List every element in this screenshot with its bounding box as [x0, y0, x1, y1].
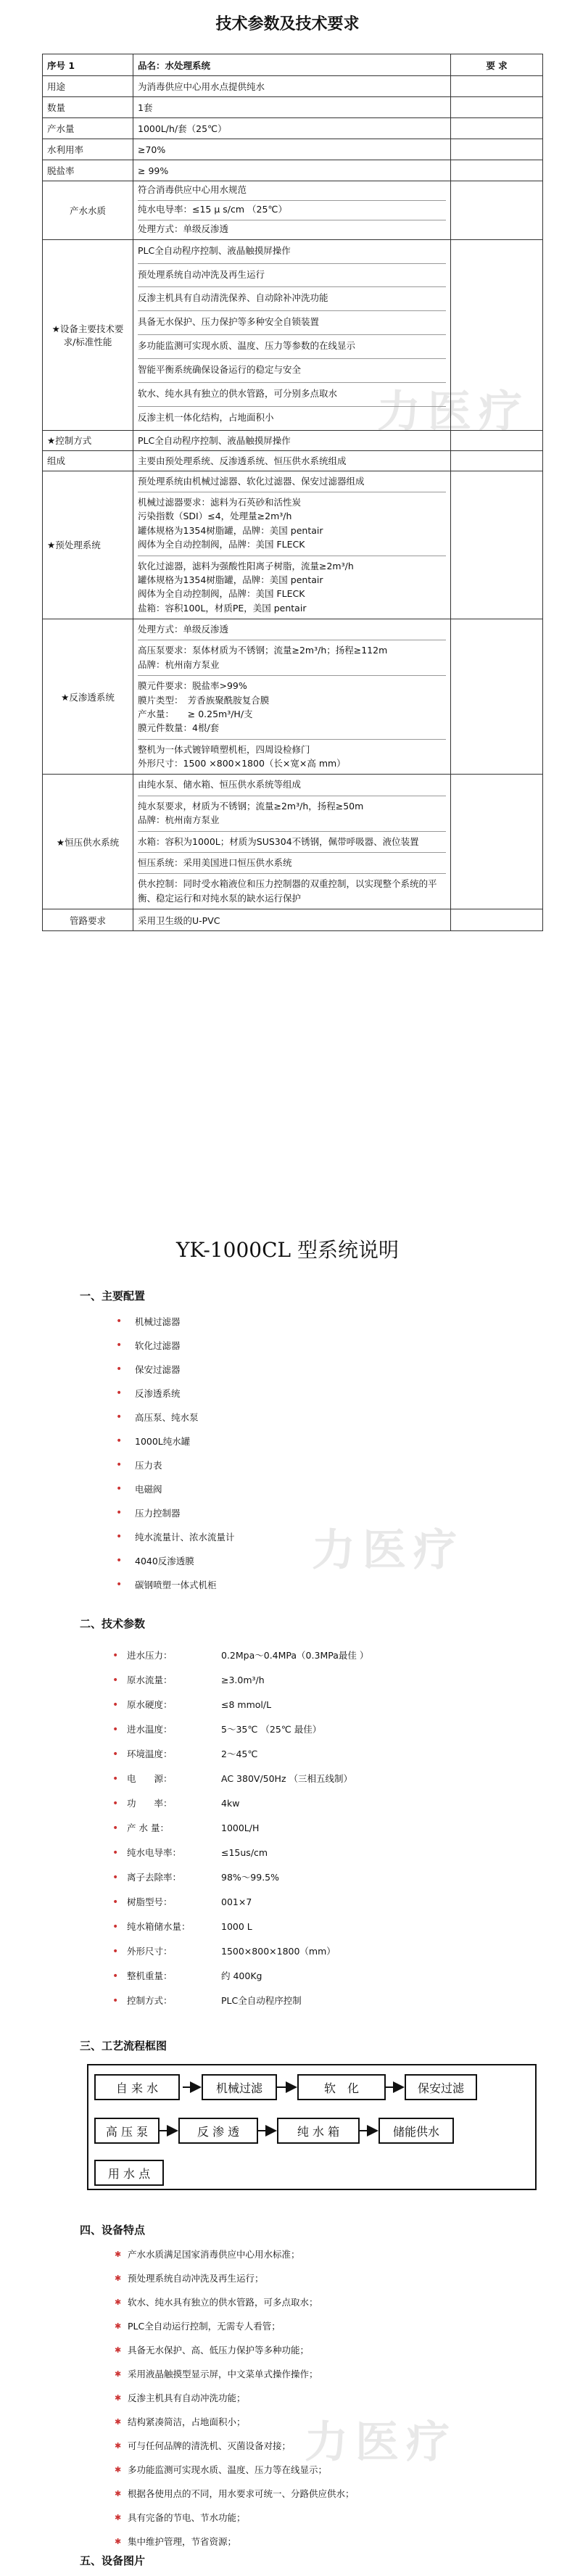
bullet-icon: ✱	[115, 2393, 122, 2403]
bullet-icon: •	[112, 1724, 119, 1735]
param-row: • 进水温度： 5～35℃ （25℃ 最佳）	[127, 1719, 321, 1741]
bullet-icon: •	[116, 1387, 123, 1399]
list-item: • 高压泵、纯水泵	[116, 1405, 235, 1429]
flow-box-ro: 反 渗 透	[178, 2118, 258, 2144]
list-item: • 纯水流量计、浓水流量计	[116, 1525, 235, 1549]
quality-line: 处理方式：单级反渗透	[138, 223, 229, 234]
table-header-row	[43, 54, 543, 76]
row-label: ★反渗透系统	[43, 619, 133, 775]
bullet-icon: ✱	[115, 2298, 122, 2307]
bullet-icon: •	[112, 1847, 119, 1859]
table-row	[43, 76, 543, 97]
list-item: • 压力表	[116, 1453, 235, 1477]
param-row: • 树脂型号： 001×7	[127, 1891, 252, 1913]
bullet-icon: •	[112, 1699, 119, 1711]
main-line: 反渗主机具有自动清洗保养、自动除补冲洗功能	[138, 287, 446, 311]
cp-block: 恒压系统：采用美国进口恒压供水系统	[138, 853, 446, 874]
ro-block: 处理方式：单级反渗透	[138, 619, 446, 640]
row-label: ★预处理系统	[43, 471, 133, 619]
bullet-icon: •	[112, 1946, 119, 1957]
bullet-icon: •	[112, 1675, 119, 1686]
cp-block: 水箱：容积为1000L；材质为SUS304不锈钢，佩带呼吸器、液位装置	[138, 832, 446, 853]
bullet-icon: •	[112, 1650, 119, 1661]
header-no: 序号 1	[43, 54, 133, 76]
bullet-icon: ✱	[115, 2250, 122, 2259]
main-line: 预处理系统自动冲洗及再生运行	[138, 264, 446, 288]
param-row: • 环境温度： 2～45℃	[127, 1743, 257, 1765]
list-item: • 机械过滤器	[116, 1310, 235, 1334]
watermark: 力医疗	[312, 1525, 464, 1576]
quality-line: 符合消毒供应中心用水规范	[138, 181, 446, 201]
section-title: 三、工艺流程框图	[80, 2039, 167, 2052]
row-value: ≥ 99%	[133, 160, 451, 181]
section-title: 四、设备特点	[80, 2224, 146, 2237]
bullet-icon: ✱	[115, 2345, 122, 2355]
bullet-icon: ✱	[115, 2537, 122, 2546]
watermark: 力医疗	[305, 2417, 457, 2468]
param-row: • 离子去除率： 98%～99.5%	[127, 1867, 279, 1888]
list-item: • 保安过滤器	[116, 1358, 235, 1382]
param-row: • 外形尺寸： 1500×800×1800（mm）	[127, 1941, 336, 1962]
quality-line: 纯水电导率：≤15 μ s/cm （25℃）	[138, 201, 446, 220]
list-item: ✱ 根据各使用点的不同，用水要求可统一、分路供应供水；	[109, 2482, 355, 2506]
row-label: 脱盐率	[43, 160, 133, 181]
table-row	[43, 97, 543, 118]
bullet-icon: •	[116, 1555, 123, 1566]
list-item: • 软化过滤器	[116, 1334, 235, 1358]
main-line: 多功能监测可实现水质、温度、压力等参数的在线显示	[138, 335, 446, 359]
section-title: 二、技术参数	[80, 1617, 146, 1630]
param-row: • 功 率： 4kw	[127, 1793, 239, 1815]
row-value: PLC全自动程序控制、液晶触摸屏操作	[133, 430, 451, 450]
cp-block: 纯水泵要求，材质为不锈钢；流量≥2m³/h，扬程≥50m 品牌：杭州南方泵业	[138, 796, 446, 832]
watermark: 力医疗	[377, 387, 529, 437]
table-row	[43, 139, 543, 160]
list-item: • 碳钢喷塑一体式机柜	[116, 1573, 235, 1597]
bullet-icon: •	[112, 1872, 119, 1883]
table-row	[43, 909, 543, 931]
section-title: 五、设备图片	[80, 2554, 146, 2567]
bullet-icon: •	[116, 1435, 123, 1447]
table-row	[43, 160, 543, 181]
row-label: 用途	[43, 76, 133, 97]
row-value: ≥70%	[133, 139, 451, 160]
flow-box-security-filter: 保安过滤	[405, 2074, 477, 2100]
bullet-icon: ✱	[115, 2274, 122, 2283]
table-row	[43, 430, 543, 450]
bullet-icon: •	[116, 1316, 123, 1327]
table-row-pretreatment	[43, 471, 543, 619]
header-req: 要 求	[451, 54, 543, 76]
row-value: 主要由预处理系统、反渗透系统、恒压供水系统组成	[133, 450, 451, 471]
table-row-ro	[43, 619, 543, 775]
list-item: ✱ 结构紧凑简洁，占地面积小；	[109, 2410, 355, 2434]
param-row: • 产 水 量： 1000L/H	[127, 1817, 259, 1839]
main-line: 软水、纯水具有独立的供水管路，可分别多点取水	[138, 383, 446, 407]
model-title: YK-1000CL 型系统说明	[175, 1238, 399, 1262]
row-label: 数量	[43, 97, 133, 118]
list-item: ✱ 采用液晶触摸型显示屏，中文菜单式操作操作；	[109, 2362, 355, 2386]
bullet-icon: •	[116, 1483, 123, 1495]
table-row	[43, 450, 543, 471]
flow-box-hp-pump: 高 压 泵	[94, 2118, 160, 2144]
cp-block: 供水控制：同时受水箱液位和压力控制器的双重控制，以实现整个系统的平衡、稳定运行和对纯水泵的缺水运行保护	[138, 878, 437, 904]
bullet-icon: •	[112, 1970, 119, 1982]
bullet-icon: •	[116, 1339, 123, 1351]
main-line: PLC全自动程序控制、液晶触摸屏操作	[138, 240, 446, 264]
list-item: ✱ 可与任何品牌的清洗机、灭菌设备对接；	[109, 2434, 355, 2458]
bullet-icon: ✱	[115, 2417, 122, 2427]
flow-box-mech-filter: 机械过滤	[202, 2074, 277, 2100]
param-row: • 整机重量： 约 400Kg	[127, 1965, 262, 1987]
list-item: • 反渗透系统	[116, 1382, 235, 1405]
bullet-icon: ✱	[115, 2321, 122, 2331]
row-label: ★恒压供水系统	[43, 775, 133, 909]
section-title: 一、主要配置	[80, 1289, 146, 1303]
pre-block: 机械过滤器要求：滤料为石英砂和活性炭 污染指数（SDI）≤4，处理量≥2m³/h 罐体规格为1354树脂罐，品牌：美国 pentair 阀体为全自动控制阀，品牌：美国 FLECK	[138, 492, 446, 556]
flow-box-softener: 软 化	[297, 2074, 386, 2100]
bullet-icon: ✱	[115, 2441, 122, 2451]
flow-box-use-point: 用 水 点	[94, 2160, 164, 2186]
param-row: • 控制方式： PLC全自动程序控制	[127, 1990, 302, 2012]
ro-block: 高压泵要求：泵体材质为不锈钢；流量≥2m³/h；扬程≥112m 品牌：杭州南方泵业	[138, 640, 446, 676]
list-item: ✱ PLC全自动运行控制，无需专人看管；	[109, 2314, 355, 2338]
row-value: 采用卫生级的U-PVC	[133, 909, 451, 931]
flow-box-storage-supply: 储能供水	[378, 2118, 454, 2144]
list-item: ✱ 反渗主机具有自动冲洗功能；	[109, 2386, 355, 2410]
table-row-quality	[43, 181, 543, 240]
param-row: • 纯水电导率： ≤15us/cm	[127, 1842, 268, 1864]
bullet-icon: •	[116, 1507, 123, 1519]
cp-block: 由纯水泵、储水箱、恒压供水系统等组成	[138, 775, 446, 796]
ro-block: 整机为一体式镀锌喷塑机柜，四周设检修门 外形尺寸：1500 ×800×1800（长×宽×高 mm）	[138, 743, 346, 769]
bullet-icon: •	[112, 1896, 119, 1908]
bullet-icon: •	[112, 1798, 119, 1809]
bullet-icon: ✱	[115, 2489, 122, 2498]
flow-box-tap-water: 自 来 水	[94, 2074, 180, 2100]
param-row: • 原水流量： ≥3.0m³/h	[127, 1669, 265, 1691]
bullet-icon: •	[112, 1822, 119, 1834]
flow-box-pure-tank: 纯 水 箱	[277, 2118, 360, 2144]
row-value: 1套	[133, 97, 451, 118]
bullet-icon: •	[116, 1411, 123, 1423]
list-item: ✱ 具备无水保护、高、低压力保护等多种功能；	[109, 2338, 355, 2362]
bullet-icon: •	[112, 1995, 119, 2007]
doc-title: 技术参数及技术要求	[215, 15, 360, 33]
table-row	[43, 118, 543, 139]
feature-list	[109, 2242, 355, 2554]
list-item: ✱ 多功能监测可实现水质、温度、压力等在线显示；	[109, 2458, 355, 2482]
list-item: ✱ 具有完备的节电、节水功能；	[109, 2506, 355, 2530]
bullet-icon: ✱	[115, 2465, 122, 2474]
param-row: • 电 源： AC 380V/50Hz （三相五线制）	[127, 1768, 352, 1790]
list-item: ✱ 软水、纯水具有独立的供水管路，可多点取水；	[109, 2290, 355, 2314]
param-row: • 进水压力： 0.2Mpa～0.4MPa（0.3MPa最佳 ）	[127, 1645, 368, 1667]
bullet-icon: ✱	[115, 2369, 122, 2379]
row-value: 1000L/h/套（25℃）	[133, 118, 451, 139]
row-label: 水利用率	[43, 139, 133, 160]
bullet-icon: •	[112, 1773, 119, 1785]
main-line: 智能平衡系统确保设备运行的稳定与安全	[138, 359, 446, 383]
bullet-icon: •	[112, 1921, 119, 1933]
bullet-icon: •	[116, 1531, 123, 1543]
row-label: 产水水质	[43, 181, 133, 240]
bullet-icon: •	[112, 1749, 119, 1760]
row-label: 产水量	[43, 118, 133, 139]
config-list	[116, 1310, 235, 1597]
list-item: • 电磁阀	[116, 1477, 235, 1501]
row-label: ★设备主要技术要求/标准性能	[43, 239, 133, 430]
list-item: • 1000L纯水罐	[116, 1429, 235, 1453]
bullet-icon: •	[116, 1579, 123, 1590]
main-line: 具备无水保护、压力保护等多种安全自锁装置	[138, 311, 446, 335]
table-row-main	[43, 239, 543, 430]
param-row: • 原水硬度： ≤8 mmol/L	[127, 1694, 271, 1716]
bullet-icon: ✱	[115, 2513, 122, 2522]
pre-block: 预处理系统由机械过滤器、软化过滤器、保安过滤器组成	[138, 471, 446, 492]
list-item: • 压力控制器	[116, 1501, 235, 1525]
bullet-icon: •	[116, 1363, 123, 1375]
pre-block: 软化过滤器，滤料为强酸性阳离子树脂，流量≥2m³/h 罐体规格为1354树脂罐，品牌：美国 pentair 阀体为全自动控制阀，品牌：美国 FLECK 盐箱：容积100L，材质PE，美国 pentair	[138, 560, 354, 614]
list-item: ✱ 预处理系统自动冲洗及再生运行；	[109, 2266, 355, 2290]
list-item: • 4040反渗透膜	[116, 1549, 235, 1573]
main-line: 反渗主机一体化结构，占地面积小	[138, 411, 274, 423]
table-row-constant-pressure	[43, 775, 543, 909]
bullet-icon: •	[116, 1459, 123, 1471]
param-row: • 纯水箱储水量： 1000 L	[127, 1916, 252, 1938]
row-label: 管路要求	[43, 909, 133, 931]
ro-block: 膜元件要求：脱盐率>99% 膜片类型： 芳香族聚酰胺复合膜 产水量： ≥ 0.25m³/H/支 膜元件数量：4根/套	[138, 676, 446, 740]
row-value: 为消毒供应中心用水点提供纯水	[133, 76, 451, 97]
header-name: 品名：水处理系统	[133, 54, 451, 76]
list-item: ✱ 产水水质满足国家消毒供应中心用水标准；	[109, 2242, 355, 2266]
row-label: ★控制方式	[43, 430, 133, 450]
row-label: 组成	[43, 450, 133, 471]
spec-table	[42, 54, 543, 931]
list-item: ✱ 集中维护管理，节省资源；	[109, 2530, 355, 2554]
